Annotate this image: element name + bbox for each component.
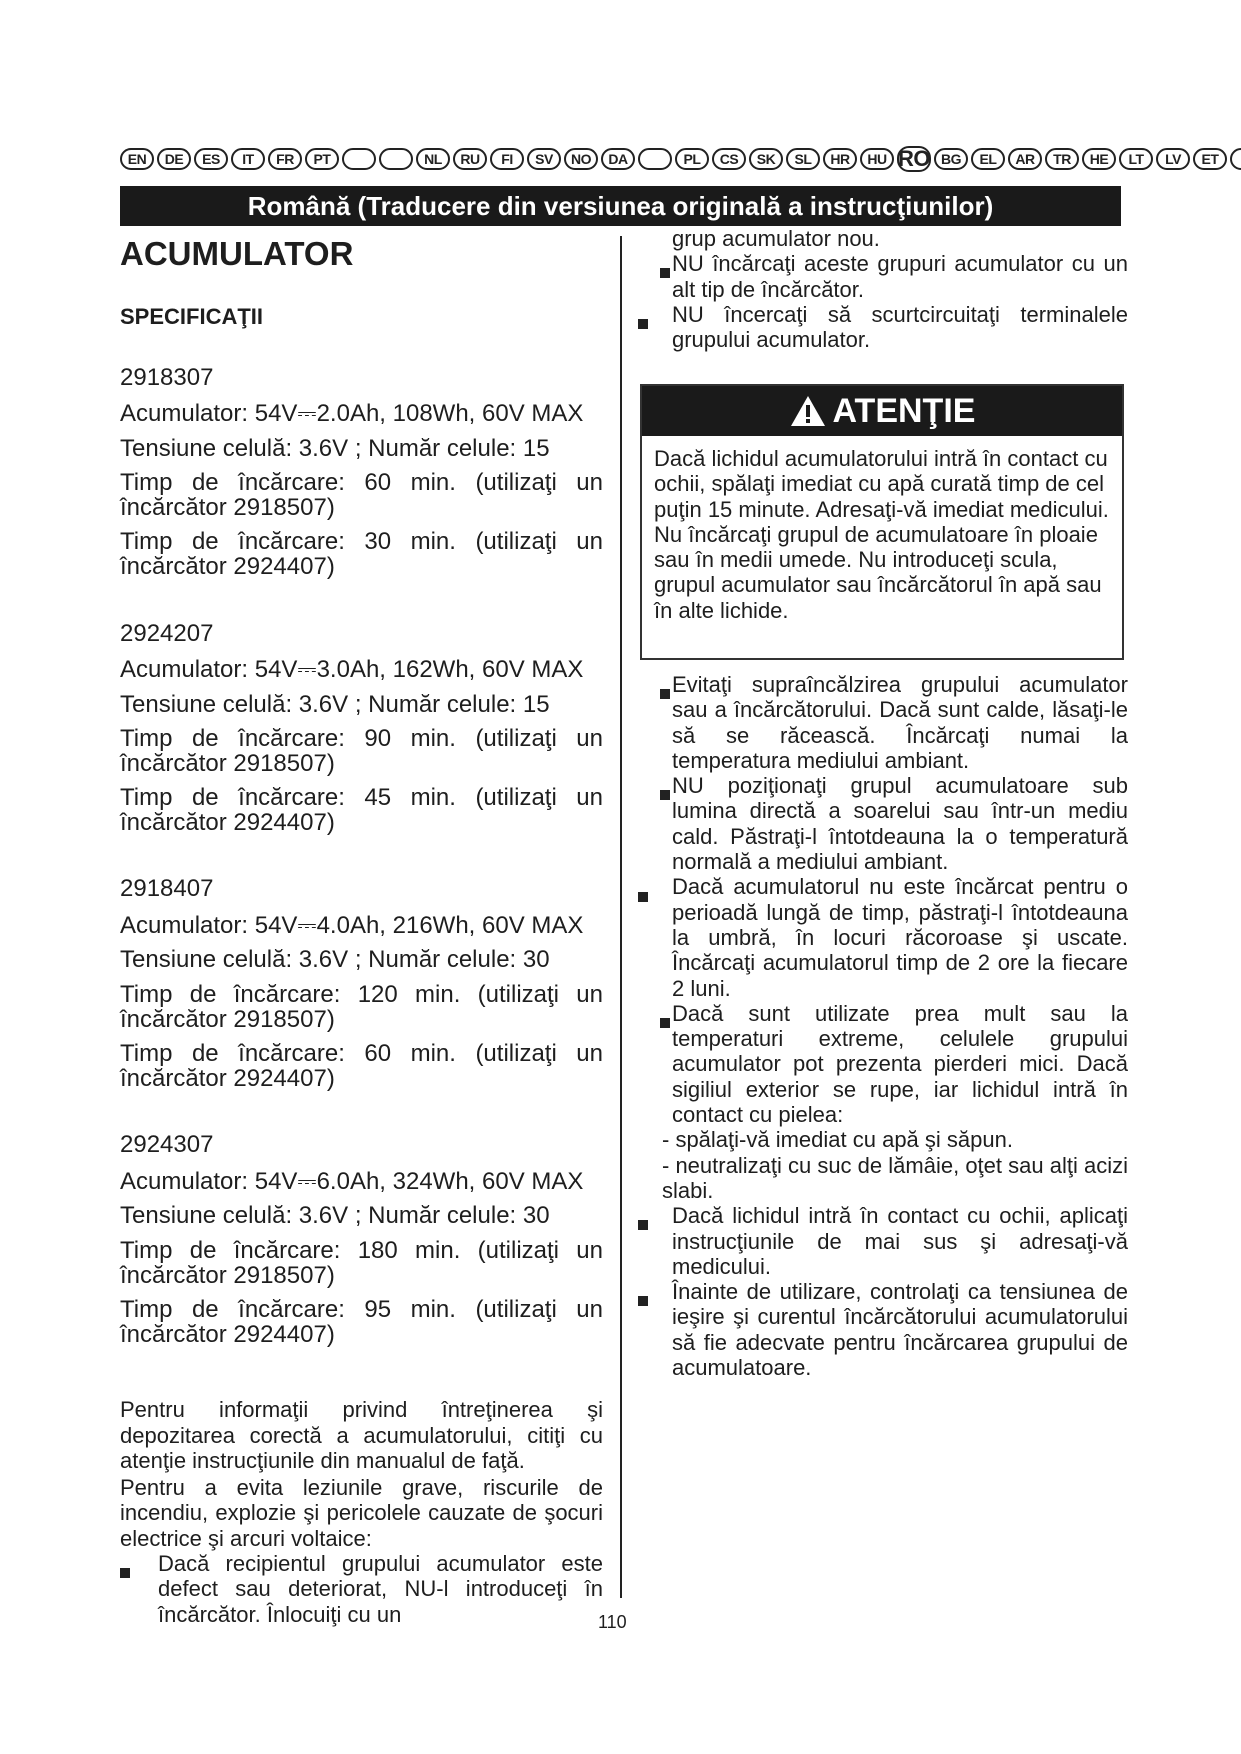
- charge-time-1: Timp de încărcare: 180 min. (utilizaţi un încărcător 2918507): [120, 1236, 603, 1289]
- bullet-text: Dacă lichidul intră în contact cu ochii, aplicaţi instrucţiunile de mai sus şi adresaţi-vă medicului.: [672, 1203, 1128, 1279]
- lang-tab-blank: [1230, 148, 1241, 170]
- continuation-text: grup acumulator nou.: [672, 226, 880, 251]
- model-code: 2918307: [120, 363, 214, 391]
- battery-voltage: Acumulator: 54V: [120, 400, 298, 428]
- model-block-1: [120, 364, 603, 580]
- lang-tab-pt: PT: [305, 148, 339, 170]
- dash-item: - spălaţi-vă imediat cu apă şi săpun.: [662, 1127, 1013, 1153]
- bullet-square-icon: [660, 1018, 670, 1028]
- charge-time-2: Timp de încărcare: 60 min. (utilizaţi un încărcător 2924407): [120, 1039, 603, 1093]
- left-column: [120, 226, 603, 1627]
- charge-time-2: Timp de încărcare: 95 min. (utilizaţi un încărcător 2924407): [120, 1295, 603, 1349]
- bullet-square-icon: [638, 1296, 648, 1306]
- lang-tab-lv: LV: [1156, 148, 1190, 170]
- lang-tab-lt: LT: [1119, 148, 1153, 170]
- bullet-item: [638, 1279, 1128, 1380]
- charge-time-1: Timp de încărcare: 60 min. (utilizaţi un încărcător 2918507): [120, 468, 603, 521]
- bullet-item: [638, 874, 1128, 1000]
- charge-time-1: Timp de încărcare: 90 min. (utilizaţi un încărcător 2918507): [120, 724, 603, 777]
- page-number: 110: [598, 1612, 627, 1632]
- bullet-text: NU încercaţi să scurtcircuitaţi terminalele grupului acumulator.: [672, 301, 1128, 353]
- specifications-heading: SPECIFICAŢII: [120, 303, 264, 329]
- right-column-lower: [638, 672, 1128, 1380]
- lang-tab-he: HE: [1082, 148, 1116, 170]
- lang-tab-sk: SK: [749, 148, 783, 170]
- bullet-item: [638, 1001, 1128, 1127]
- lang-tab-nl: NL: [416, 148, 450, 170]
- warning-header: [642, 386, 1122, 436]
- dash-item: - neutralizaţi cu suc de lămâie, oţet sau alţi acizi slabi.: [662, 1152, 1128, 1203]
- battery-capacity: 2.0Ah, 108Wh, 60V MAX: [316, 400, 584, 428]
- bullet-text: Dacă recipientul grupului acumulator este defect sau deteriorat, NU-l introduceţi în încărcător. Înlocuiţi cu un: [158, 1551, 603, 1627]
- bullet-item: [638, 302, 1128, 353]
- lang-tab-bg: BG: [934, 148, 968, 170]
- lang-tab-ro-active: RO: [898, 146, 930, 171]
- lang-tab-blank: [379, 148, 413, 170]
- right-column: [638, 226, 1128, 352]
- model-code: 2924207: [120, 619, 214, 647]
- battery-voltage: Acumulator: 54V: [120, 656, 298, 684]
- lang-tab-de: DE: [157, 148, 191, 170]
- lang-tab-tr: TR: [1045, 148, 1079, 170]
- cell-info: Tensiune celulă: 3.6V ; Număr celule: 15: [120, 434, 550, 462]
- bullet-item: [638, 251, 1128, 302]
- bullet-text: Înainte de utilizare, controlaţi ca tensiunea de ieşire şi curentul încărcătorului acumulatorului să fie adecvate pentru încărcarea grupului de acumulatoare.: [672, 1279, 1128, 1381]
- dc-symbol-icon: ⎓: [297, 400, 317, 428]
- dc-symbol-icon: ⎓: [297, 656, 317, 684]
- bullet-item: [120, 1551, 603, 1627]
- lang-tab-et: ET: [1193, 148, 1227, 170]
- bullet-text: NU poziţionaţi grupul acumulatoare sub lumina directă a soarelui sau într-un mediu cald. Păstraţi-l întotdeauna la o temperatură normală a mediului ambiant.: [672, 773, 1128, 875]
- battery-capacity: 6.0Ah, 324Wh, 60V MAX: [316, 1168, 584, 1196]
- lang-tab-da: DA: [601, 148, 635, 170]
- bullet-text: NU încărcaţi aceste grupuri acumulator cu un alt tip de încărcător.: [672, 251, 1128, 302]
- lang-tab-en: EN: [120, 148, 154, 170]
- bullet-text: Dacă acumulatorul nu este încărcat pentru o perioadă lungă de timp, păstraţi-l întotdeauna la umbră, în locuri răcoroase şi uscate. Încărcaţi acumulatorul timp de 2 ore la fiecare 2 luni.: [672, 874, 1128, 1001]
- battery-capacity: 4.0Ah, 216Wh, 60V MAX: [316, 912, 584, 940]
- bullet-item: [638, 672, 1128, 773]
- lang-tab-sl: SL: [786, 148, 820, 170]
- column-divider: [620, 236, 622, 1598]
- charge-time-2: Timp de încărcare: 45 min. (utilizaţi un încărcător 2924407): [120, 784, 603, 837]
- bullet-text: Evitaţi supraîncălzirea grupului acumulator sau a încărcătorului. Dacă sunt calde, lăsaţi-le să se răcească. Încărcaţi numai la temperatura mediului ambiant.: [672, 672, 1128, 773]
- battery-rating: [120, 657, 603, 682]
- bullet-square-icon: [638, 1220, 648, 1230]
- cell-info: Tensiune celulă: 3.6V ; Număr celule: 30: [120, 1202, 550, 1230]
- lang-tab-fi: FI: [490, 148, 524, 170]
- battery-voltage: Acumulator: 54V: [120, 1168, 298, 1196]
- lang-tab-no: NO: [564, 148, 598, 170]
- battery-capacity: 3.0Ah, 162Wh, 60V MAX: [316, 656, 584, 684]
- model-code: 2918407: [120, 875, 214, 903]
- model-code: 2924307: [120, 1131, 214, 1159]
- warning-triangle-icon: [789, 394, 827, 428]
- lang-tab-el: EL: [971, 148, 1005, 170]
- bullet-square-icon: [638, 319, 648, 329]
- battery-voltage: Acumulator: 54V: [120, 912, 298, 940]
- model-block-3: [120, 875, 603, 1091]
- lang-tab-it: IT: [231, 148, 265, 170]
- bullet-item: [638, 773, 1128, 874]
- model-block-4: [120, 1131, 603, 1347]
- lang-tab-es: ES: [194, 148, 228, 170]
- lang-tab-fr: FR: [268, 148, 302, 170]
- lang-tab-ru: RU: [453, 148, 487, 170]
- battery-rating: [120, 401, 603, 426]
- bullet-text: Dacă sunt utilizate prea mult sau la temperaturi extreme, celulele grupului acumulator pot prezenta pierderi mici. Dacă sigiliul exterior se rupe, iar lichidul intră în contact cu pielea:: [672, 1000, 1128, 1128]
- page-title: ACUMULATOR: [120, 235, 354, 272]
- cell-info: Tensiune celulă: 3.6V ; Număr celule: 30: [120, 946, 550, 974]
- lang-tab-pl: PL: [675, 148, 709, 170]
- battery-rating: [120, 913, 603, 938]
- warning-title: ATENŢIE: [832, 391, 976, 430]
- dc-symbol-icon: ⎓: [297, 1168, 317, 1196]
- lang-tab-blank: [638, 148, 672, 170]
- warning-text: Dacă lichidul acumulatorului intră în contact cu ochii, spălaţi imediat cu apă curată timp de cel puţin 15 minute. Adresaţi-vă imediat medicului. Nu încărcaţi grupul de acumulatoare în ploaie sau în medii umede. Nu introduceţi scula, grupul acumulator sau încărcătorul în apă sau în alte lichide.: [654, 446, 1109, 623]
- lang-tab-cs: CS: [712, 148, 746, 170]
- bullet-square-icon: [660, 790, 670, 800]
- language-tab-strip: [120, 146, 1219, 172]
- safety-intro-paragraph: Pentru a evita leziunile grave, riscurile de incendiu, explozie şi pericolele cauzate de şocuri electrice şi arcuri voltaice:: [120, 1475, 603, 1551]
- section-header-bar: [120, 186, 1121, 226]
- warning-box: [640, 384, 1124, 660]
- maintenance-paragraph: Pentru informaţii privind întreţinerea şi depozitarea corectă a acumulatorului, citiţi cu atenţie instrucţiunile din manualul de faţă.: [120, 1397, 603, 1473]
- battery-rating: [120, 1169, 603, 1194]
- bullet-square-icon: [660, 268, 670, 278]
- lang-tab-sv: SV: [527, 148, 561, 170]
- bullet-square-icon: [120, 1568, 130, 1578]
- lang-tab-blank: [342, 148, 376, 170]
- charge-time-2: Timp de încărcare: 30 min. (utilizaţi un încărcător 2924407): [120, 528, 603, 581]
- charge-time-1: Timp de încărcare: 120 min. (utilizaţi un încărcător 2918507): [120, 980, 603, 1033]
- lang-tab-hr: HR: [823, 148, 857, 170]
- bullet-square-icon: [660, 689, 670, 699]
- section-header-text: Română (Traducere din versiunea originală a instrucţiunilor): [247, 190, 994, 221]
- cell-info: Tensiune celulă: 3.6V ; Număr celule: 15: [120, 690, 550, 718]
- lang-tab-hu: HU: [860, 148, 894, 170]
- bullet-square-icon: [638, 892, 648, 902]
- bullet-item: [638, 1203, 1128, 1279]
- lang-tab-ar: AR: [1008, 148, 1042, 170]
- model-block-2: [120, 620, 603, 836]
- dc-symbol-icon: ⎓: [297, 912, 317, 940]
